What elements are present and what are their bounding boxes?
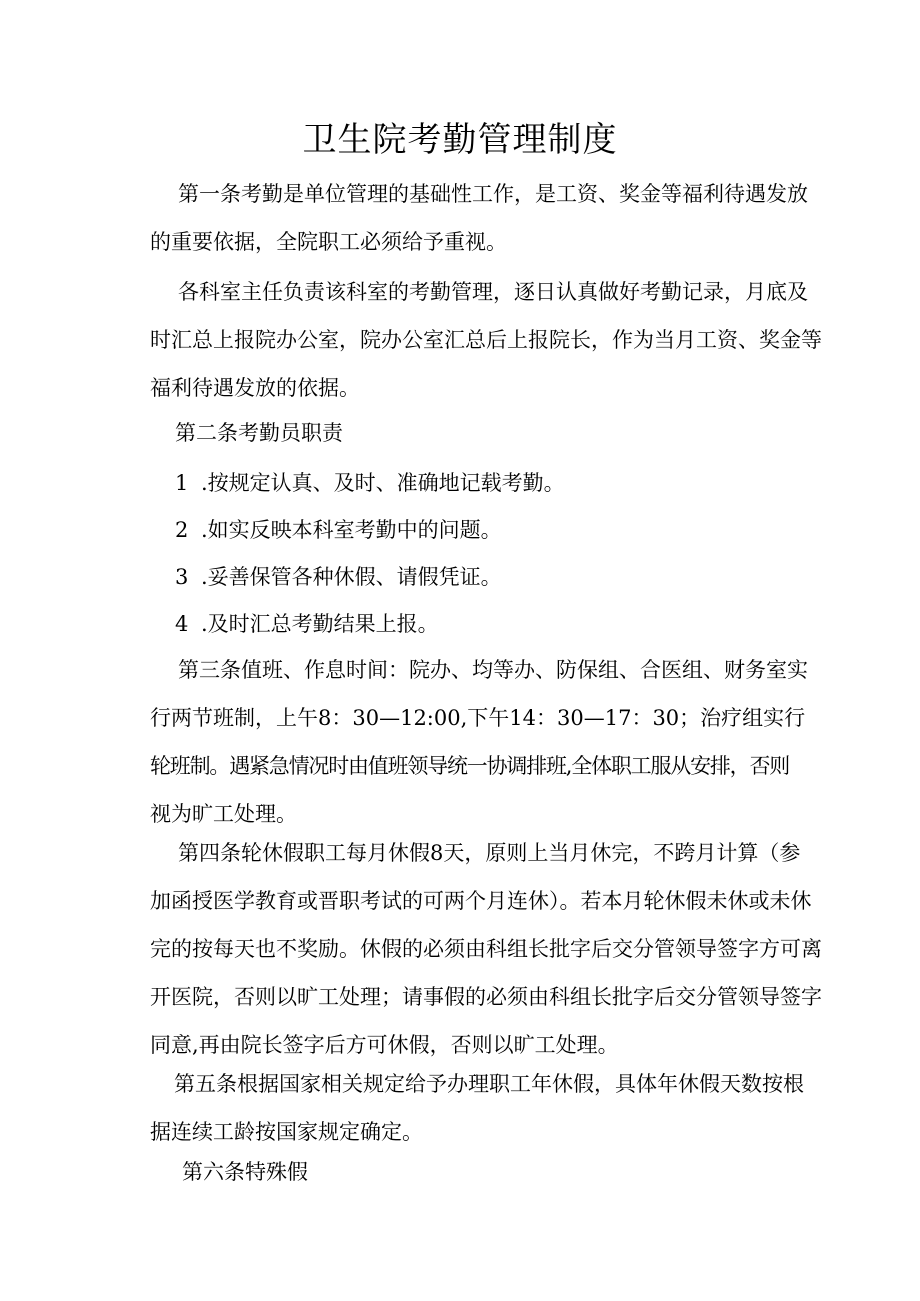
list-item: [175, 463, 565, 503]
text-line: 轮班制。遇紧急情况时由值班领导统一协调排班,全体职工服从安排，否则: [150, 754, 790, 778]
list-item-number: 2: [175, 518, 189, 542]
list-item: [175, 604, 439, 644]
list-item: [175, 510, 502, 550]
article-4-paragraph: [150, 829, 822, 1069]
text-line: 开医院，否则以旷工处理；请事假的必须由科组长批字后交分管领导签字: [150, 985, 822, 1009]
list-item-number: 1: [175, 471, 189, 495]
text-line: 视为旷工处理。: [150, 802, 297, 826]
text-line: 同意,再由院长签字后方可休假，否则以旷工处理。: [150, 1033, 619, 1057]
article-1-paragraph-1: [150, 170, 808, 266]
article-5-paragraph: [150, 1060, 804, 1156]
list-item-text: .妥善保管各种休假、请假凭证。: [201, 565, 502, 589]
article-6-heading: [182, 1152, 308, 1192]
list-item-number: 3: [175, 565, 189, 589]
article-3-paragraph: [150, 646, 808, 838]
document-title: 卫生院考勤管理制度: [302, 120, 618, 160]
article-2-heading-text: 第二条考勤员职责: [175, 421, 343, 445]
text-line: 福利待遇发放的依据。: [150, 376, 360, 400]
text-line: 加函授医学教育或晋职考试的可两个月连休）。若本月轮休假未休或未休: [150, 889, 812, 913]
article-1-paragraph-2: [150, 268, 822, 412]
article-6-heading-text: 第六条特殊假: [182, 1160, 308, 1184]
text-line: 行两节班制，上午8：30—12:00,下午14：30—17：30；治疗组实行: [150, 706, 806, 730]
text-line: 第三条值班、作息时间：院办、均等办、防保组、合医组、财务室实: [178, 658, 808, 682]
text-line: 各科室主任负责该科室的考勤管理，逐日认真做好考勤记录，月底及: [178, 280, 808, 304]
article-2-heading: [175, 413, 343, 453]
text-line: 时汇总上报院办公室，院办公室汇总后上报院长，作为当月工资、奖金等: [150, 328, 822, 352]
text-line: 第五条根据国家相关规定给予办理职工年休假，具体年休假天数按根: [174, 1072, 804, 1096]
text-line: 的重要依据，全院职工必须给予重视。: [150, 230, 507, 254]
list-item: [175, 557, 502, 597]
text-line: 完的按每天也不奖励。休假的必须由科组长批字后交分管领导签字方可离: [150, 937, 822, 961]
list-item-text: .按规定认真、及时、准确地记载考勤。: [201, 471, 565, 495]
list-item-text: .如实反映本科室考勤中的问题。: [201, 518, 502, 542]
list-item-text: .及时汇总考勤结果上报。: [201, 612, 439, 636]
text-line: 第一条考勤是单位管理的基础性工作，是工资、奖金等福利待遇发放: [178, 182, 808, 206]
text-line: 第四条轮休假职工每月休假8天，原则上当月休完，不跨月计算（参: [178, 841, 801, 865]
text-line: 据连续工龄按国家规定确定。: [150, 1120, 423, 1144]
list-item-number: 4: [175, 612, 189, 636]
